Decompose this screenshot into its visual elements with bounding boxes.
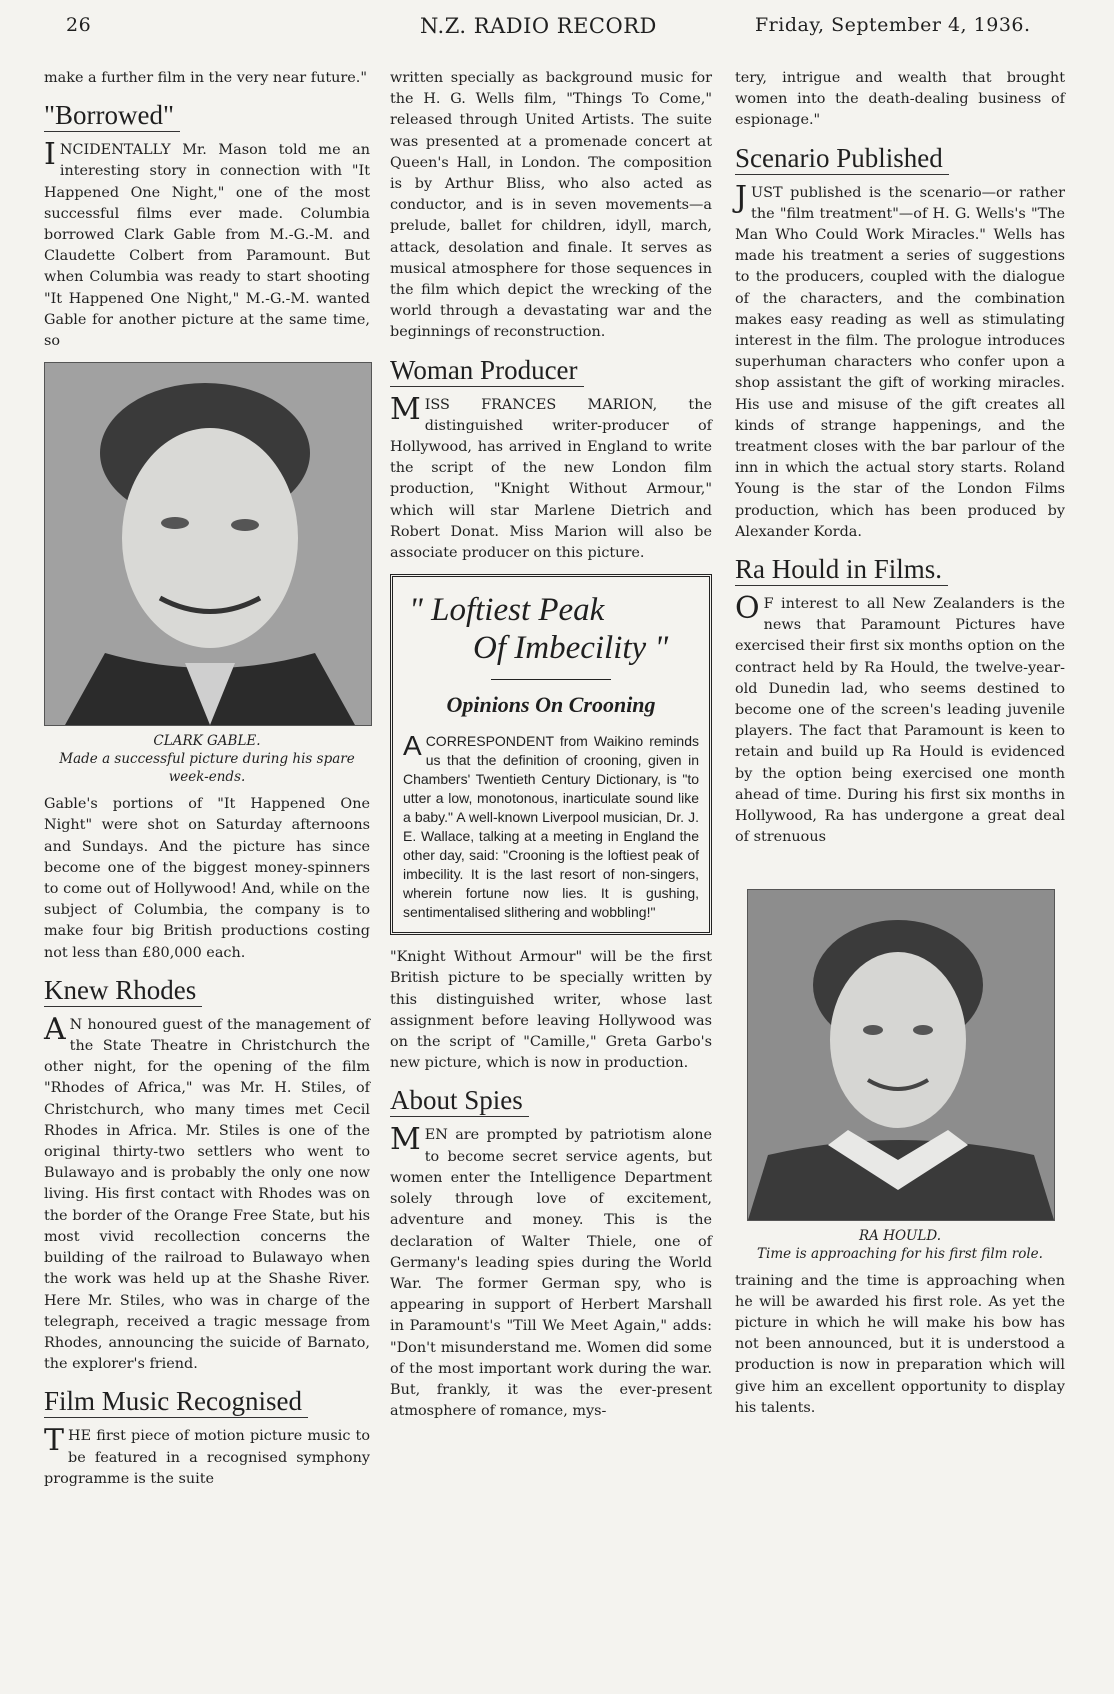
box-article: [403, 732, 699, 922]
scenario-heading: Scenario Published: [735, 142, 949, 175]
box-divider: [491, 679, 611, 680]
article-body: NCIDENTALLY Mr. Mason told me an interesting story in connection with "It Happened One Night," one of the most successful films ever made. Columbia borrowed Clark Gable from M.-G.-M. and Claudette Colbert from Paramount. But when Columbia was ready to start shooting "It Happened One Night," M.-G.-M. wanted Gable for another picture at the same time, so: [44, 142, 370, 350]
woman-producer-heading: Woman Producer: [390, 354, 584, 387]
intro-paragraph: make a further film in the very near future.": [44, 70, 367, 86]
gable-paragraph: Gable's portions of "It Happened One Night" were shot on Saturday afternoons and Sundays. And the picture has since become one of the biggest money-spinners to come out of Hollywood! And, while on the subject of Columbia, the company is to make four big British productions costing not less than £80,000 each.: [44, 796, 370, 961]
box-subtitle: Opinions On Crooning: [446, 692, 656, 718]
gable-caption: [44, 732, 370, 786]
article-body: HE first piece of motion picture music to be featured in a recognised symphony programme is the suite: [44, 1428, 370, 1487]
borrowed-article: [44, 137, 370, 352]
caption-name: CLARK GABLE.: [153, 733, 261, 750]
dropcap: J: [735, 179, 748, 215]
column-2: [390, 68, 712, 1426]
issue-date: Friday, September 4, 1936.: [755, 14, 1031, 36]
box-title-line2: Of Imbecility ": [473, 630, 669, 667]
caption-text: Time is approaching for his first film role.: [757, 1245, 1043, 1262]
publication-title: N.Z. RADIO RECORD: [420, 14, 657, 38]
article-body: CORRESPONDENT from Waikino reminds us that the definition of crooning, given in Chambers' Twentieth Century Dictionary, is "to utter a low, monotonous, inarticulate sound like a baby." A well-known Liverpool musician, Dr. J. E. Wallace, talking at a meeting in England the other day, said: "Crooning is the loftiest peak of imbecility. It is the last resort of non-singers, wherein fortune now lies. It is gushing, sentimentalised slithering and wobbling!": [403, 733, 699, 921]
rhodes-heading: Knew Rhodes: [44, 974, 202, 1007]
music-article: [44, 1423, 370, 1490]
article-body: UST published is the scenario—or rather the "film treatment"—of H. G. Wells's "The Man Who Could Work Miracles." Wells has made his treatment a series of suggestions to the producers, coupled with the dialogue of the characters, and the combination makes easy reading as well as stimulating interest in the film. The prologue introduces superhuman characters who confer upon a shop assistant the gift of working miracles. His use and misuse of the gift creates all kinds of strange happenings, and the treatment closes with the bar parlour of the inn in which the actual story starts. Roland Young is the star of the London Films production, which has been produced by Alexander Korda.: [735, 184, 1065, 540]
article-body: EN are prompted by patriotism alone to become secret service agents, but women enter the Intelligence Department solely through love of excitement, adventure and money. This is the declaration of Walter Thiele, one of Germany's leading spies during the World War. The former German spy, who is appearing in support of Herbert Marshall in Paramount's "Till We Meet Again," adds: "Don't misunderstand me. Women did some of the most important work during the war. But, frankly, it was the ever-present atmosphere of romance, mys-: [390, 1127, 712, 1420]
spies-article: [390, 1122, 712, 1422]
hould-caption: [735, 1227, 1065, 1263]
spies-continued: tery, intrigue and wealth that brought women into the death-dealing business of espionage.": [735, 70, 1065, 129]
caption-name: RA HOULD.: [858, 1227, 942, 1244]
page-number: 26: [66, 14, 92, 36]
article-body: ISS FRANCES MARION, the distinguished writer-producer of Hollywood, has arrived in England to write the script of the new London film production, "Knight Without Armour," which will star Marlene Dietrich and Robert Donat. Miss Marion will also be associate producer on this picture.: [390, 396, 712, 562]
dropcap: M: [390, 1122, 421, 1158]
dropcap: T: [44, 1423, 65, 1459]
woman-producer-article: [390, 391, 712, 565]
hould-continued: training and the time is approaching when he will be awarded his first role. As yet the picture in which he will make his bow has not been announced, but it is understood a production is now in preparation which will give him an excellent opportunity to display his talents.: [735, 1272, 1065, 1416]
dropcap: I: [44, 137, 56, 173]
ra-hould-article: [735, 591, 1065, 848]
music-continued: written specially as background music for the H. G. Wells film, "Things To Come," released through United Artists. The suite was presented at a promenade concert at Queen's Hall, in London. The composition is by Arthur Bliss, who also acted as conductor, and is in seven movements—a prelude, ballet for children, idyll, march, attack, desolation and finale. It serves as musical atmosphere for those sequences in the film which depict the wrecking of the world through a devastating war and the beginnings of reconstruction.: [390, 70, 712, 341]
spies-heading: About Spies: [390, 1084, 529, 1117]
caption-text: Made a successful picture during his spare week-ends.: [59, 751, 355, 786]
crooning-box: [390, 574, 712, 935]
dropcap: M: [390, 391, 421, 427]
portrait-image: [748, 890, 1054, 1220]
ra-hould-photo: [747, 889, 1055, 1221]
dropcap: A: [44, 1011, 66, 1047]
borrowed-heading: "Borrowed": [44, 99, 180, 132]
clark-gable-photo: [44, 362, 372, 726]
article-body: F interest to all New Zealanders is the news that Paramount Pictures have exercised their first six months option on the contract held by Ra Hould, the twelve-year-old Dunedin lad, who seems destined to become one of the screen's leading juvenile players. The fact that Paramount is keen to retain and build up Ra Hould is evidenced by the option being exercised one month ahead of time. During his first six months in Hollywood, Ra has undergone a great deal of strenuous: [735, 596, 1065, 846]
article-body: N honoured guest of the management of the State Theatre in Christchurch the other night, for the opening of the film "Rhodes of Africa," was Mr. H. Stiles, of Christchurch, who many times met Cecil Rhodes in Africa. Mr. Stiles is one of the original thirty-two settlers who went to Bulawayo and is probably the only one now living. His first contact with Rhodes was on the border of the Orange Free State, but his most vivid recollection concerns the building of the railroad to Bulawayo when the work was held up at the Shashe River. Here Mr. Stiles, who was in charge of the telegraph, received a tragic message from Rhodes, announcing the suicide of Barnato, the explorer's friend.: [44, 1016, 370, 1373]
column-1: [44, 68, 370, 1494]
knight-paragraph: "Knight Without Armour" will be the first British picture to be specially written by this distinguished writer, whose last assignment before leaving Hollywood was on the script of "Camille," Greta Garbo's new picture, which is now in production.: [390, 949, 712, 1072]
box-title-line1: " Loftiest Peak: [409, 592, 605, 629]
rhodes-article: [44, 1011, 370, 1375]
dropcap: A: [403, 730, 422, 762]
music-heading: Film Music Recognised: [44, 1385, 308, 1418]
portrait-image: [45, 363, 371, 725]
column-3: [735, 68, 1065, 1423]
ra-hould-heading: Ra Hould in Films.: [735, 553, 948, 586]
dropcap: O: [735, 591, 760, 627]
scenario-article: [735, 179, 1065, 543]
